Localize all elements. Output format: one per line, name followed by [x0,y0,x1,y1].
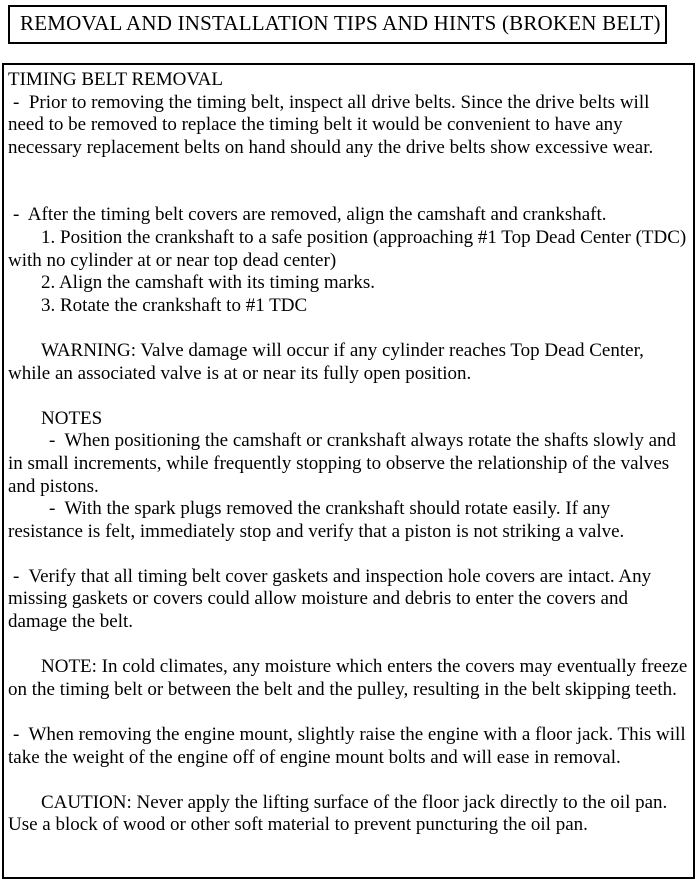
paragraph-align-camshaft-crankshaft: - After the timing belt covers are removed, align the camshaft and crankshaft. [13,204,607,226]
list-item-rotate-crankshaft: 3. Rotate the crankshaft to #1 TDC [41,294,308,316]
list-item-position-crankshaft: 1. Position the crankshaft to a safe position (approaching #1 Top Dead Center (TDC) with no cylinder at or near top dead center) [8,226,691,271]
note-item-spark-plugs: - With the spark plugs removed the crankshaft should rotate easily. If any resistance is felt, immediately stop and verify that a piston is not striking a valve. [8,498,625,542]
page-header-box [8,5,667,44]
warning-valve-damage: WARNING: Valve damage will occur if any cylinder reaches Top Dead Center, while an associated valve is at or near its fully open position. [8,339,649,384]
paragraph-inspect-drive-belts: - Prior to removing the timing belt, inspect all drive belts. Since the drive belts will need to be removed to replace the timing belt it would be convenient to have any necessary replacement belts on hand should any the drive belts show excessive wear. [8,91,655,158]
caution-oil-pan: CAUTION: Never apply the lifting surface of the floor jack directly to the oil pan. Use a block of wood or other soft material to prevent puncturing the oil pan. [8,791,673,836]
paragraph-verify-gaskets: - Verify that all timing belt cover gaskets and inspection hole covers are intact. Any missing gaskets or covers could allow moisture and debris to enter the covers and damage the belt. [8,565,656,633]
paragraph-engine-mount: - When removing the engine mount, slightly raise the engine with a floor jack. This will take the weight of the engine off of engine mount bolts and will ease in removal. [8,724,691,768]
note-item-rotate-slowly: - When positioning the camshaft or crankshaft always rotate the shafts slowly and in small increments, while frequently stopping to observe the relationship of the valves and pistons. [8,430,681,497]
list-item-align-camshaft: 2. Align the camshaft with its timing marks. [41,272,376,294]
page-title: REMOVAL AND INSTALLATION TIPS AND HINTS (BROKEN BELT) [20,11,661,35]
tips-document-box [2,63,695,879]
section-title: TIMING BELT REMOVAL [8,69,223,90]
notes-heading: NOTES [41,407,103,429]
note-cold-climates: NOTE: In cold climates, any moisture which enters the covers may eventually freeze on the timing belt or between the belt and the pulley, resulting in the belt skipping teeth. [8,656,693,700]
